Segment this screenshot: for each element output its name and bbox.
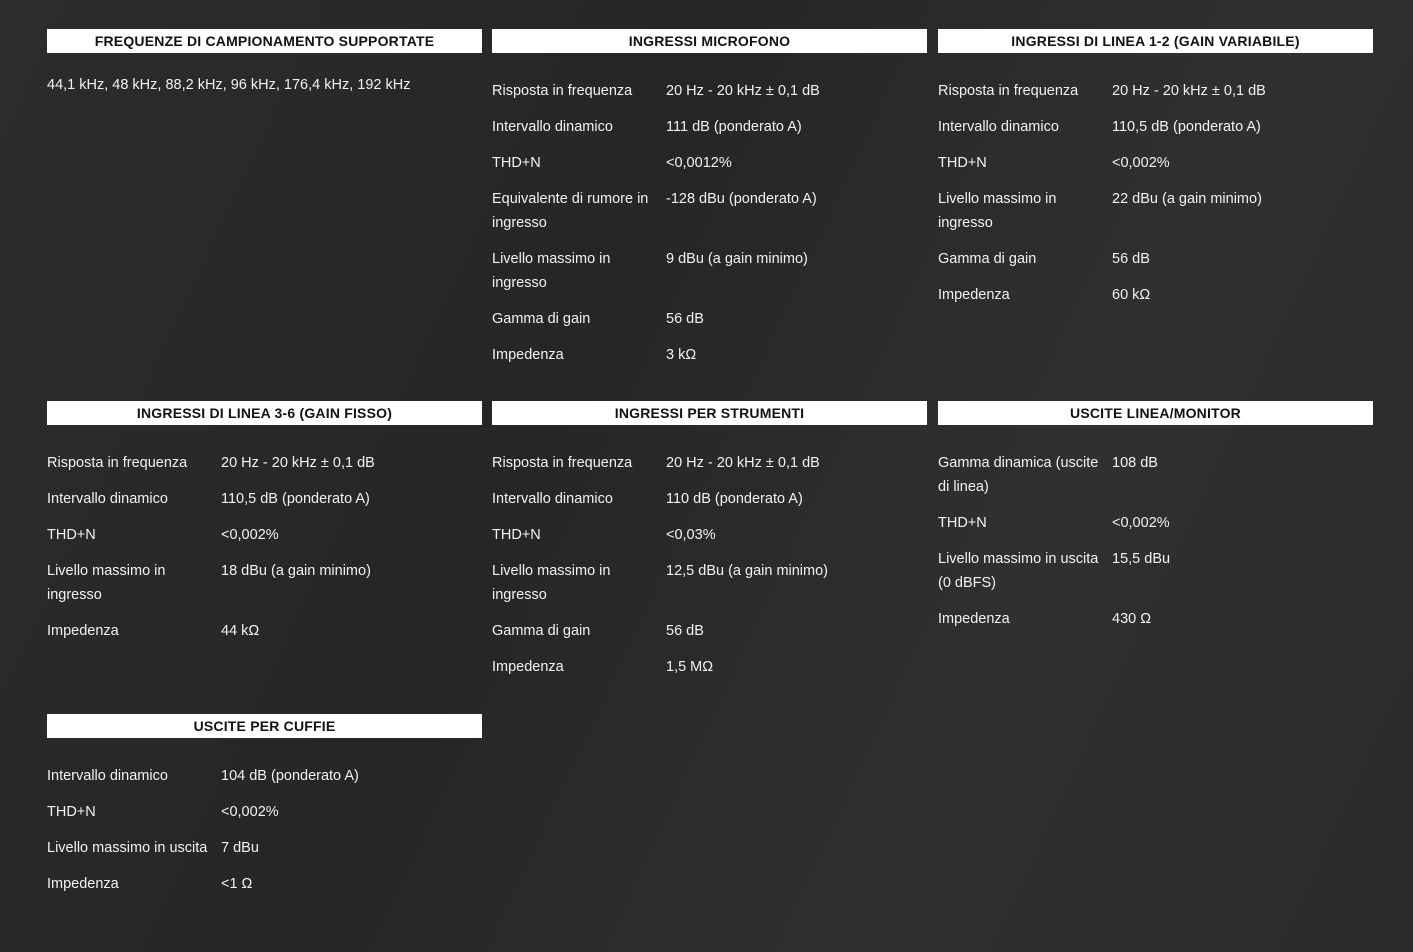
spec-label: Intervallo dinamico: [47, 768, 168, 784]
spec-value: 108 dB: [1112, 455, 1158, 471]
section-title: USCITE LINEA/MONITOR: [938, 401, 1373, 425]
spec-row: [492, 79, 927, 103]
spec-value: <0,03%: [666, 527, 716, 543]
mic-inputs-section: [492, 29, 927, 379]
spec-value: 44 kΩ: [221, 623, 260, 639]
spec-value: 15,5 dBu: [1112, 551, 1171, 567]
spec-value: 9 dBu (a gain minimo): [666, 251, 808, 267]
spec-label: THD+N: [47, 804, 96, 820]
section-title: INGRESSI DI LINEA 1-2 (GAIN VARIABILE): [938, 29, 1373, 53]
spec-list: [938, 79, 1373, 307]
spec-label: Gamma di gain: [938, 251, 1037, 267]
spec-label: Intervallo dinamico: [492, 491, 613, 507]
spec-value: -128 dBu (ponderato A): [666, 191, 817, 207]
spec-row: [492, 655, 927, 679]
spec-value: 110,5 dB (ponderato A): [1112, 119, 1261, 135]
spec-label: Risposta in frequenza: [492, 83, 633, 99]
spec-value: 20 Hz - 20 kHz ± 0,1 dB: [1112, 83, 1266, 99]
spec-label: Livello massimo in uscita (0 dBFS): [938, 551, 1099, 591]
spec-label: Livello massimo in ingresso: [938, 191, 1057, 231]
spec-label: Risposta in frequenza: [938, 83, 1079, 99]
spec-label: Livello massimo in ingresso: [492, 563, 611, 603]
spec-row: [492, 307, 927, 331]
spec-label: THD+N: [492, 155, 541, 171]
spec-label: THD+N: [938, 155, 987, 171]
spec-row: [938, 511, 1373, 535]
spec-label: THD+N: [47, 527, 96, 543]
spec-value: 60 kΩ: [1112, 287, 1151, 303]
spec-row: [938, 451, 1373, 499]
spec-row: [938, 79, 1373, 103]
spec-label: Impedenza: [47, 876, 119, 892]
spec-value: 3 kΩ: [666, 347, 697, 363]
section-title: USCITE PER CUFFIE: [47, 714, 482, 738]
spec-value: <0,002%: [221, 804, 279, 820]
headphone-outputs-section: [47, 714, 482, 908]
sample-rates-section: [47, 29, 482, 95]
spec-label: Gamma di gain: [492, 311, 591, 327]
spec-value: 56 dB: [666, 311, 704, 327]
spec-row: [492, 187, 927, 235]
spec-label: Livello massimo in uscita: [47, 840, 208, 856]
section-title: INGRESSI MICROFONO: [492, 29, 927, 53]
spec-value: 20 Hz - 20 kHz ± 0,1 dB: [221, 455, 375, 471]
spec-row: [938, 247, 1373, 271]
spec-value: 430 Ω: [1112, 611, 1152, 627]
spec-label: Impedenza: [47, 623, 119, 639]
spec-value: 1,5 MΩ: [666, 659, 714, 675]
spec-value: 104 dB (ponderato A): [221, 768, 359, 784]
spec-label: Equivalente di rumore in ingresso: [492, 191, 649, 231]
spec-list: [47, 451, 482, 643]
spec-value: <0,0012%: [666, 155, 732, 171]
sample-rates-text: 44,1 kHz, 48 kHz, 88,2 kHz, 96 kHz, 176,4 kHz, 192 kHz: [47, 77, 411, 93]
spec-label: Impedenza: [938, 287, 1010, 303]
spec-row: [492, 115, 927, 139]
spec-label: Impedenza: [492, 659, 564, 675]
spec-label: Livello massimo in ingresso: [47, 563, 166, 603]
spec-row: [47, 487, 482, 511]
spec-row: [47, 523, 482, 547]
spec-row: [938, 547, 1373, 595]
spec-row: [47, 451, 482, 475]
spec-label: Intervallo dinamico: [47, 491, 168, 507]
spec-row: [938, 115, 1373, 139]
spec-value: <0,002%: [221, 527, 279, 543]
spec-value: 20 Hz - 20 kHz ± 0,1 dB: [666, 455, 820, 471]
spec-row: [492, 247, 927, 295]
spec-label: THD+N: [938, 515, 987, 531]
spec-row: [47, 764, 482, 788]
spec-label: THD+N: [492, 527, 541, 543]
line-monitor-outputs-section: [938, 401, 1373, 643]
spec-value: 110,5 dB (ponderato A): [221, 491, 370, 507]
spec-list: [492, 79, 927, 367]
spec-row: [492, 523, 927, 547]
spec-row: [47, 619, 482, 643]
spec-value: 7 dBu: [221, 840, 259, 856]
spec-list: [492, 451, 927, 679]
spec-value: <0,002%: [1112, 155, 1170, 171]
spec-row: [492, 343, 927, 367]
spec-row: [492, 619, 927, 643]
spec-row: [938, 187, 1373, 235]
line-inputs-3-6-section: [47, 401, 482, 655]
spec-row: [938, 607, 1373, 631]
spec-row: [492, 559, 927, 607]
spec-row: [47, 559, 482, 607]
spec-row: [938, 283, 1373, 307]
spec-value: 111 dB (ponderato A): [666, 119, 802, 135]
spec-value: <0,002%: [1112, 515, 1170, 531]
spec-label: Gamma dinamica (uscite di linea): [938, 455, 1099, 495]
section-title: INGRESSI PER STRUMENTI: [492, 401, 927, 425]
section-title: INGRESSI DI LINEA 3-6 (GAIN FISSO): [47, 401, 482, 425]
spec-row: [938, 151, 1373, 175]
spec-value: 56 dB: [666, 623, 704, 639]
line-inputs-1-2-section: [938, 29, 1373, 319]
spec-row: [492, 451, 927, 475]
spec-list: [938, 451, 1373, 631]
spec-label: Impedenza: [492, 347, 564, 363]
spec-row: [47, 872, 482, 896]
spec-list: [47, 764, 482, 896]
instrument-inputs-section: [492, 401, 927, 691]
spec-label: Livello massimo in ingresso: [492, 251, 611, 291]
spec-value: 20 Hz - 20 kHz ± 0,1 dB: [666, 83, 820, 99]
spec-label: Impedenza: [938, 611, 1010, 627]
spec-row: [47, 836, 482, 860]
spec-value: 18 dBu (a gain minimo): [221, 563, 371, 579]
spec-label: Intervallo dinamico: [938, 119, 1059, 135]
spec-row: [492, 151, 927, 175]
spec-label: Intervallo dinamico: [492, 119, 613, 135]
spec-value: 110 dB (ponderato A): [666, 491, 803, 507]
spec-label: Gamma di gain: [492, 623, 591, 639]
spec-value: 22 dBu (a gain minimo): [1112, 191, 1262, 207]
spec-label: Risposta in frequenza: [47, 455, 188, 471]
spec-value: 56 dB: [1112, 251, 1150, 267]
spec-value: 12,5 dBu (a gain minimo): [666, 563, 828, 579]
section-title: FREQUENZE DI CAMPIONAMENTO SUPPORTATE: [47, 29, 482, 53]
spec-row: [492, 487, 927, 511]
spec-label: Risposta in frequenza: [492, 455, 633, 471]
spec-row: [47, 800, 482, 824]
spec-value: <1 Ω: [221, 876, 253, 892]
